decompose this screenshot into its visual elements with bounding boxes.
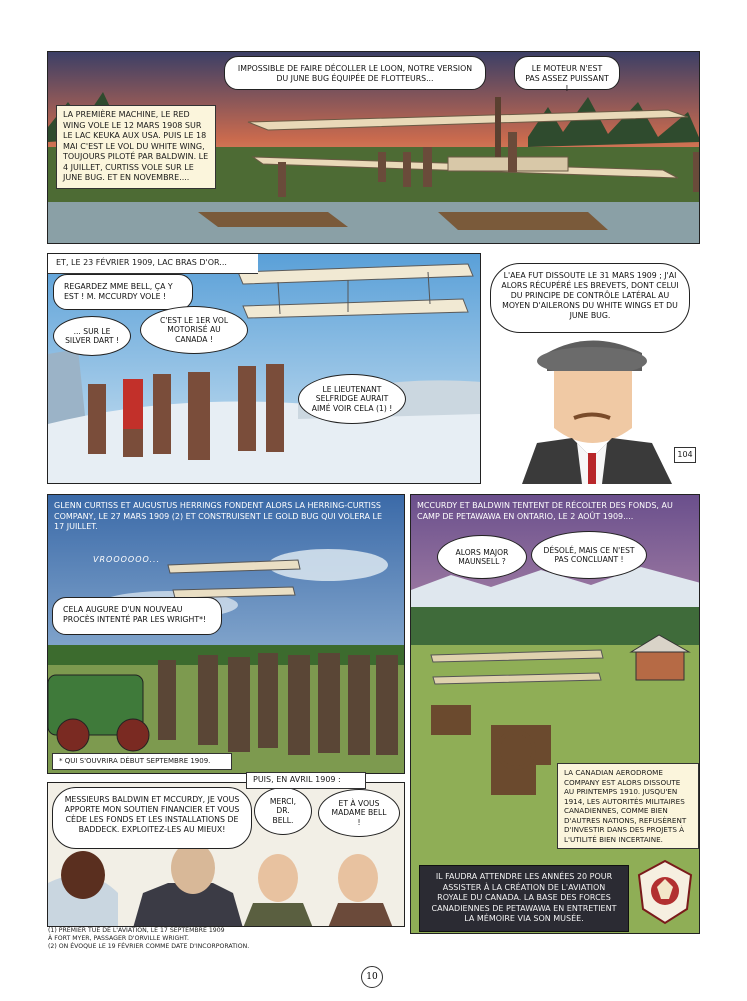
caption-canadian-aerodrome: LA CANADIAN AERODROME COMPANY EST ALORS DISSOUTE AU PRINTEMPS 1910. JUSQU'EN 1914, LES AUTORITÉS MILITAIRES CANADIENNES, COMME BIEN D'AUTRES NATIONS, REFUSÈRENT D'INVESTIR DANS DES PROJETS À L'UTILITÉ BIEN INCERTAINE. (557, 763, 699, 849)
panel-portrait (482, 253, 700, 484)
speech-bubble-desole: DÉSOLÉ, MAIS CE N'EST PAS CONCLUANT ! (531, 531, 647, 579)
speech-bubble-proces: CELA AUGURE D'UN NOUVEAU PROCÈS INTENTÉ PAR LES WRIGHT*! (52, 597, 222, 635)
caption-royal-aviation: IL FAUDRA ATTENDRE LES ANNÉES 20 POUR ASSISTER À LA CRÉATION DE L'AVIATION ROYALE DU CANADA. LA BASE DES FORCES CANADIENNES DE PETAWAWA EN ENTRETIENT LA MÉMOIRE VIA SON MUSÉE. (419, 865, 629, 932)
sound-effect-vroom: VROOOOOO... (93, 555, 161, 564)
speech-bubble-regardez: REGARDEZ MME BELL, ÇA Y EST ! M. MCCURDY VOLE ! (53, 274, 193, 310)
caption-herring-curtiss: GLENN CURTISS ET AUGUSTUS HERRINGS FONDENT ALORS LA HERRING-CURTISS COMPANY, LE 27 MARS 1909 (2) ET CONSTRUISENT LE GOLD BUG QUI VOLERA LE 17 JUILLET. (54, 501, 383, 531)
footnote-line: (2) ON ÉVOQUE LE 19 FÉVRIER COMME DATE D'INCORPORATION. (48, 943, 250, 950)
speech-bubble-madame-bell: ET À VOUS MADAME BELL ! (318, 789, 400, 837)
page-footnotes (48, 927, 378, 951)
speech-bubble-aea-dissolved: L'AEA FUT DISSOUTE LE 31 MARS 1909 ; J'AI ALORS RÉCUPÉRÉ LES BREVETS, DONT CELUI DU PRINCIPE DE CONTRÔLE LATÉRAL AU MOYEN D'AILERONS DU WHITE WINGS ET DU JUNE BUG. (490, 263, 690, 333)
speech-bubble-bell-support: MESSIEURS BALDWIN ET MCCURDY, JE VOUS APPORTE MON SOUTIEN FINANCIER ET VOUS CÈDE LES FONDS ET LES INSTALLATIONS DE BADDECK. EXPLOITEZ-LES AU MIEUX! (52, 787, 252, 849)
footnote-line: (1) PREMIER TUÉ DE L'AVIATION, LE 17 SEPTEMBRE 1909 (48, 927, 225, 934)
panel-bell-meeting (47, 782, 405, 927)
footnote-line: À FORT MYER, PASSAGER D'ORVILLE WRIGHT. (48, 935, 189, 942)
regiment-crest-emblem (635, 857, 695, 927)
panel-bras-dor (47, 253, 481, 484)
footnote-september: * QUI S'OUVRIRA DÉBUT SEPTEMBRE 1909. (52, 753, 232, 770)
speech-bubble-first-flight: C'EST LE 1ER VOL MOTORISÉ AU CANADA ! (140, 306, 248, 354)
page-number: 10 (361, 966, 383, 988)
caption-first-machine: LA PREMIÈRE MACHINE, LE RED WING VOLE LE 12 MARS 1908 SUR LE LAC KEUKA AUX USA. PUIS LE 18 MAI C'EST LE VOL DU WHITE WING, TOUJOURS PILOTÉ PAR BALDWIN. LE 4 JUILLET, CURTISS VOLE SUR LE JUNE BUG. ET EN NOVEMBRE.... (56, 105, 216, 189)
caption-avril-1909: PUIS, EN AVRIL 1909 : (246, 772, 366, 789)
speech-bubble-selfridge: LE LIEUTENANT SELFRIDGE AURAIT AIMÉ VOIR CELA (1) ! (298, 374, 406, 424)
number-tag-104: 104 (674, 447, 696, 463)
panel-lake-keuka (47, 51, 700, 244)
speech-bubble-silver-dart: ... SUR LE SILVER DART ! (53, 316, 131, 356)
caption-bras-dor: ET, LE 23 FÉVRIER 1909, LAC BRAS D'OR... (48, 254, 258, 274)
speech-bubble-motor: LE MOTEUR N'EST PAS ASSEZ PUISSANT ! (514, 56, 620, 90)
panel-gold-bug (47, 494, 405, 774)
caption-petawawa: MCCURDY ET BALDWIN TENTENT DE RÉCOLTER DES FONDS, AU CAMP DE PETAWAWA EN ONTARIO, LE 2 AOÛT 1909.... (417, 501, 673, 521)
speech-bubble-loon: IMPOSSIBLE DE FAIRE DÉCOLLER LE LOON, NOTRE VERSION DU JUNE BUG ÉQUIPÉE DE FLOTTEURS... (224, 56, 486, 90)
speech-bubble-merci: MERCI, DR. BELL. (254, 787, 312, 835)
panel-petawawa (410, 494, 700, 934)
speech-bubble-major-maunsell: ALORS MAJOR MAUNSELL ? (437, 535, 527, 579)
